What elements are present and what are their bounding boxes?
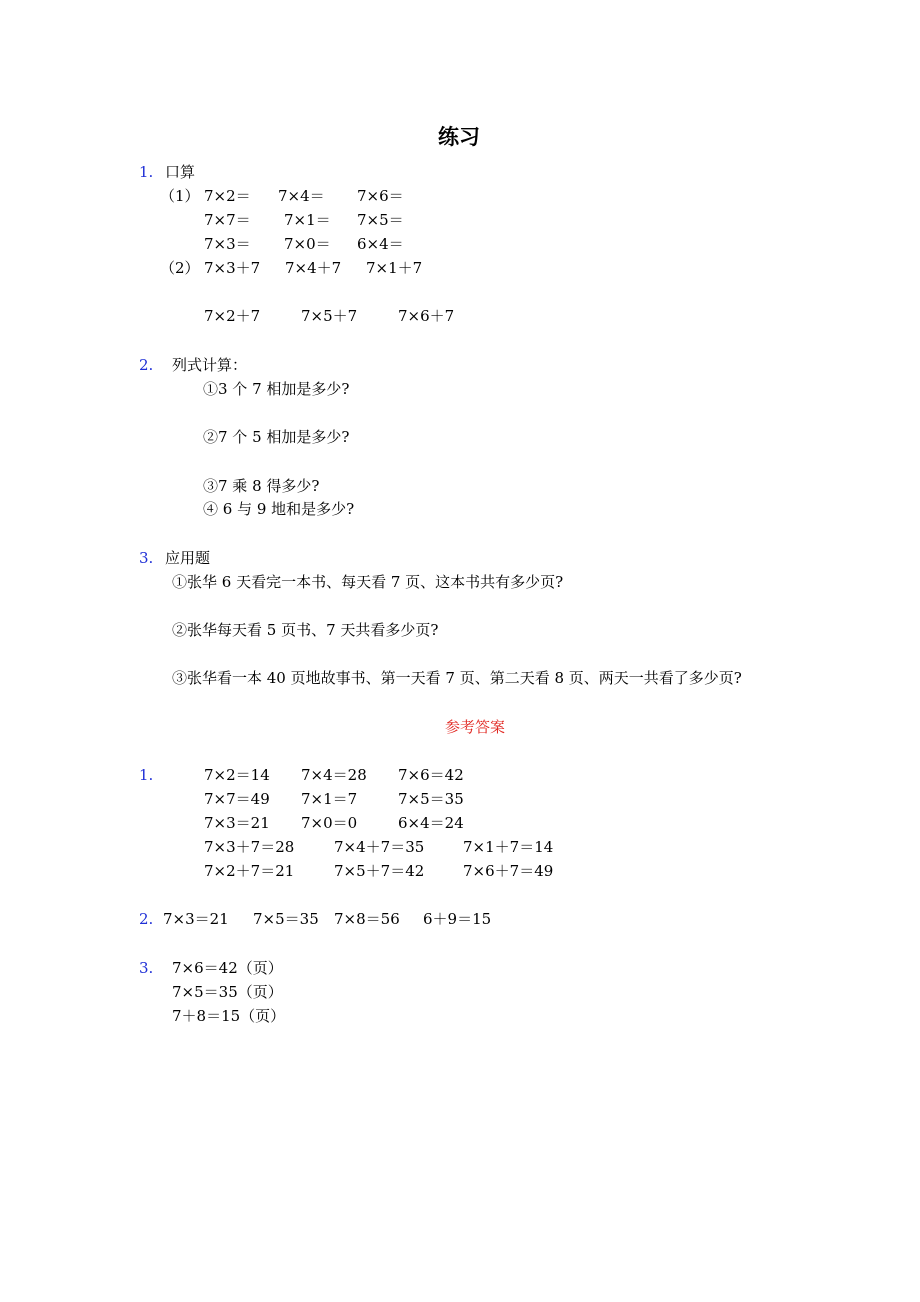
a1-item: 7×6＝42 [398,766,464,784]
a2-item: 7×8＝56 [334,910,400,928]
q1-item: 7×3＝ [204,235,251,253]
q1-item: 7×1＋7 [366,259,423,277]
q2-item: ③7 乘 8 得多少? [203,477,320,495]
a1-item: 7×1＝7 [301,790,358,808]
a1-item: 7×5＋7＝42 [334,862,425,880]
q1-item: 7×2＝ [204,187,251,205]
a1-item: 7×3＋7＝28 [204,838,295,856]
q2-item: ④ 6 与 9 地和是多少? [203,500,355,518]
a1-item: 7×6＋7＝49 [463,862,554,880]
a3-item: 7＋8＝15（页） [172,1007,286,1025]
q3-item: ②张华每天看 5 页书、7 天共看多少页? [172,621,439,639]
a1-item: 6×4＝24 [398,814,464,832]
q2-number: 2. [139,356,154,374]
q1-part2-label: （2） [160,259,200,277]
q1-item: 7×5＝ [357,211,404,229]
q3-number: 3. [139,549,154,567]
a2-item: 7×5＝35 [253,910,319,928]
q2-item: ①3 个 7 相加是多少? [203,380,350,398]
q1-item: 7×4＋7 [285,259,342,277]
q1-item: 7×3＋7 [204,259,261,277]
a3-item: 7×6＝42（页） [172,959,283,977]
q2-label: 列式计算： [172,356,248,374]
q1-item: 7×6＝ [357,187,404,205]
q1-item: 7×6＋7 [398,307,455,325]
q1-number: 1. [139,163,154,181]
a3-item: 7×5＝35（页） [172,983,283,1001]
q2-item: ②7 个 5 相加是多少? [203,428,350,446]
a1-item: 7×7＝49 [204,790,270,808]
a1-number: 1. [139,766,154,784]
q1-item: 7×0＝ [284,235,331,253]
a1-item: 7×3＝21 [204,814,270,832]
q1-item: 7×1＝ [284,211,331,229]
a1-item: 7×1＋7＝14 [463,838,554,856]
a3-number: 3. [139,959,154,977]
a1-item: 7×4＝28 [301,766,367,784]
q1-part1-label: （1） [160,187,200,205]
a1-item: 7×0＝0 [301,814,358,832]
q3-label: 应用题 [165,549,211,567]
q1-item: 7×5＋7 [301,307,358,325]
q1-item: 7×4＝ [278,187,325,205]
a2-item: 6＋9＝15 [423,910,492,928]
q3-item: ①张华 6 天看完一本书、每天看 7 页、这本书共有多少页? [172,573,564,591]
q1-item: 7×7＝ [204,211,251,229]
a2-number: 2. [139,910,154,928]
a1-item: 7×2＝14 [204,766,270,784]
q1-item: 7×2＋7 [204,307,261,325]
page-title: 练习 [438,125,480,149]
q1-item: 6×4＝ [357,235,404,253]
q3-item: ③张华看一本 40 页地故事书、第一天看 7 页、第二天看 8 页、两天一共看了多少页? [172,669,742,687]
answers-heading: 参考答案 [445,718,506,736]
a1-item: 7×4＋7＝35 [334,838,425,856]
a1-item: 7×2＋7＝21 [204,862,295,880]
a1-item: 7×5＝35 [398,790,464,808]
q1-label: 口算 [165,163,196,181]
a2-item: 7×3＝21 [163,910,229,928]
